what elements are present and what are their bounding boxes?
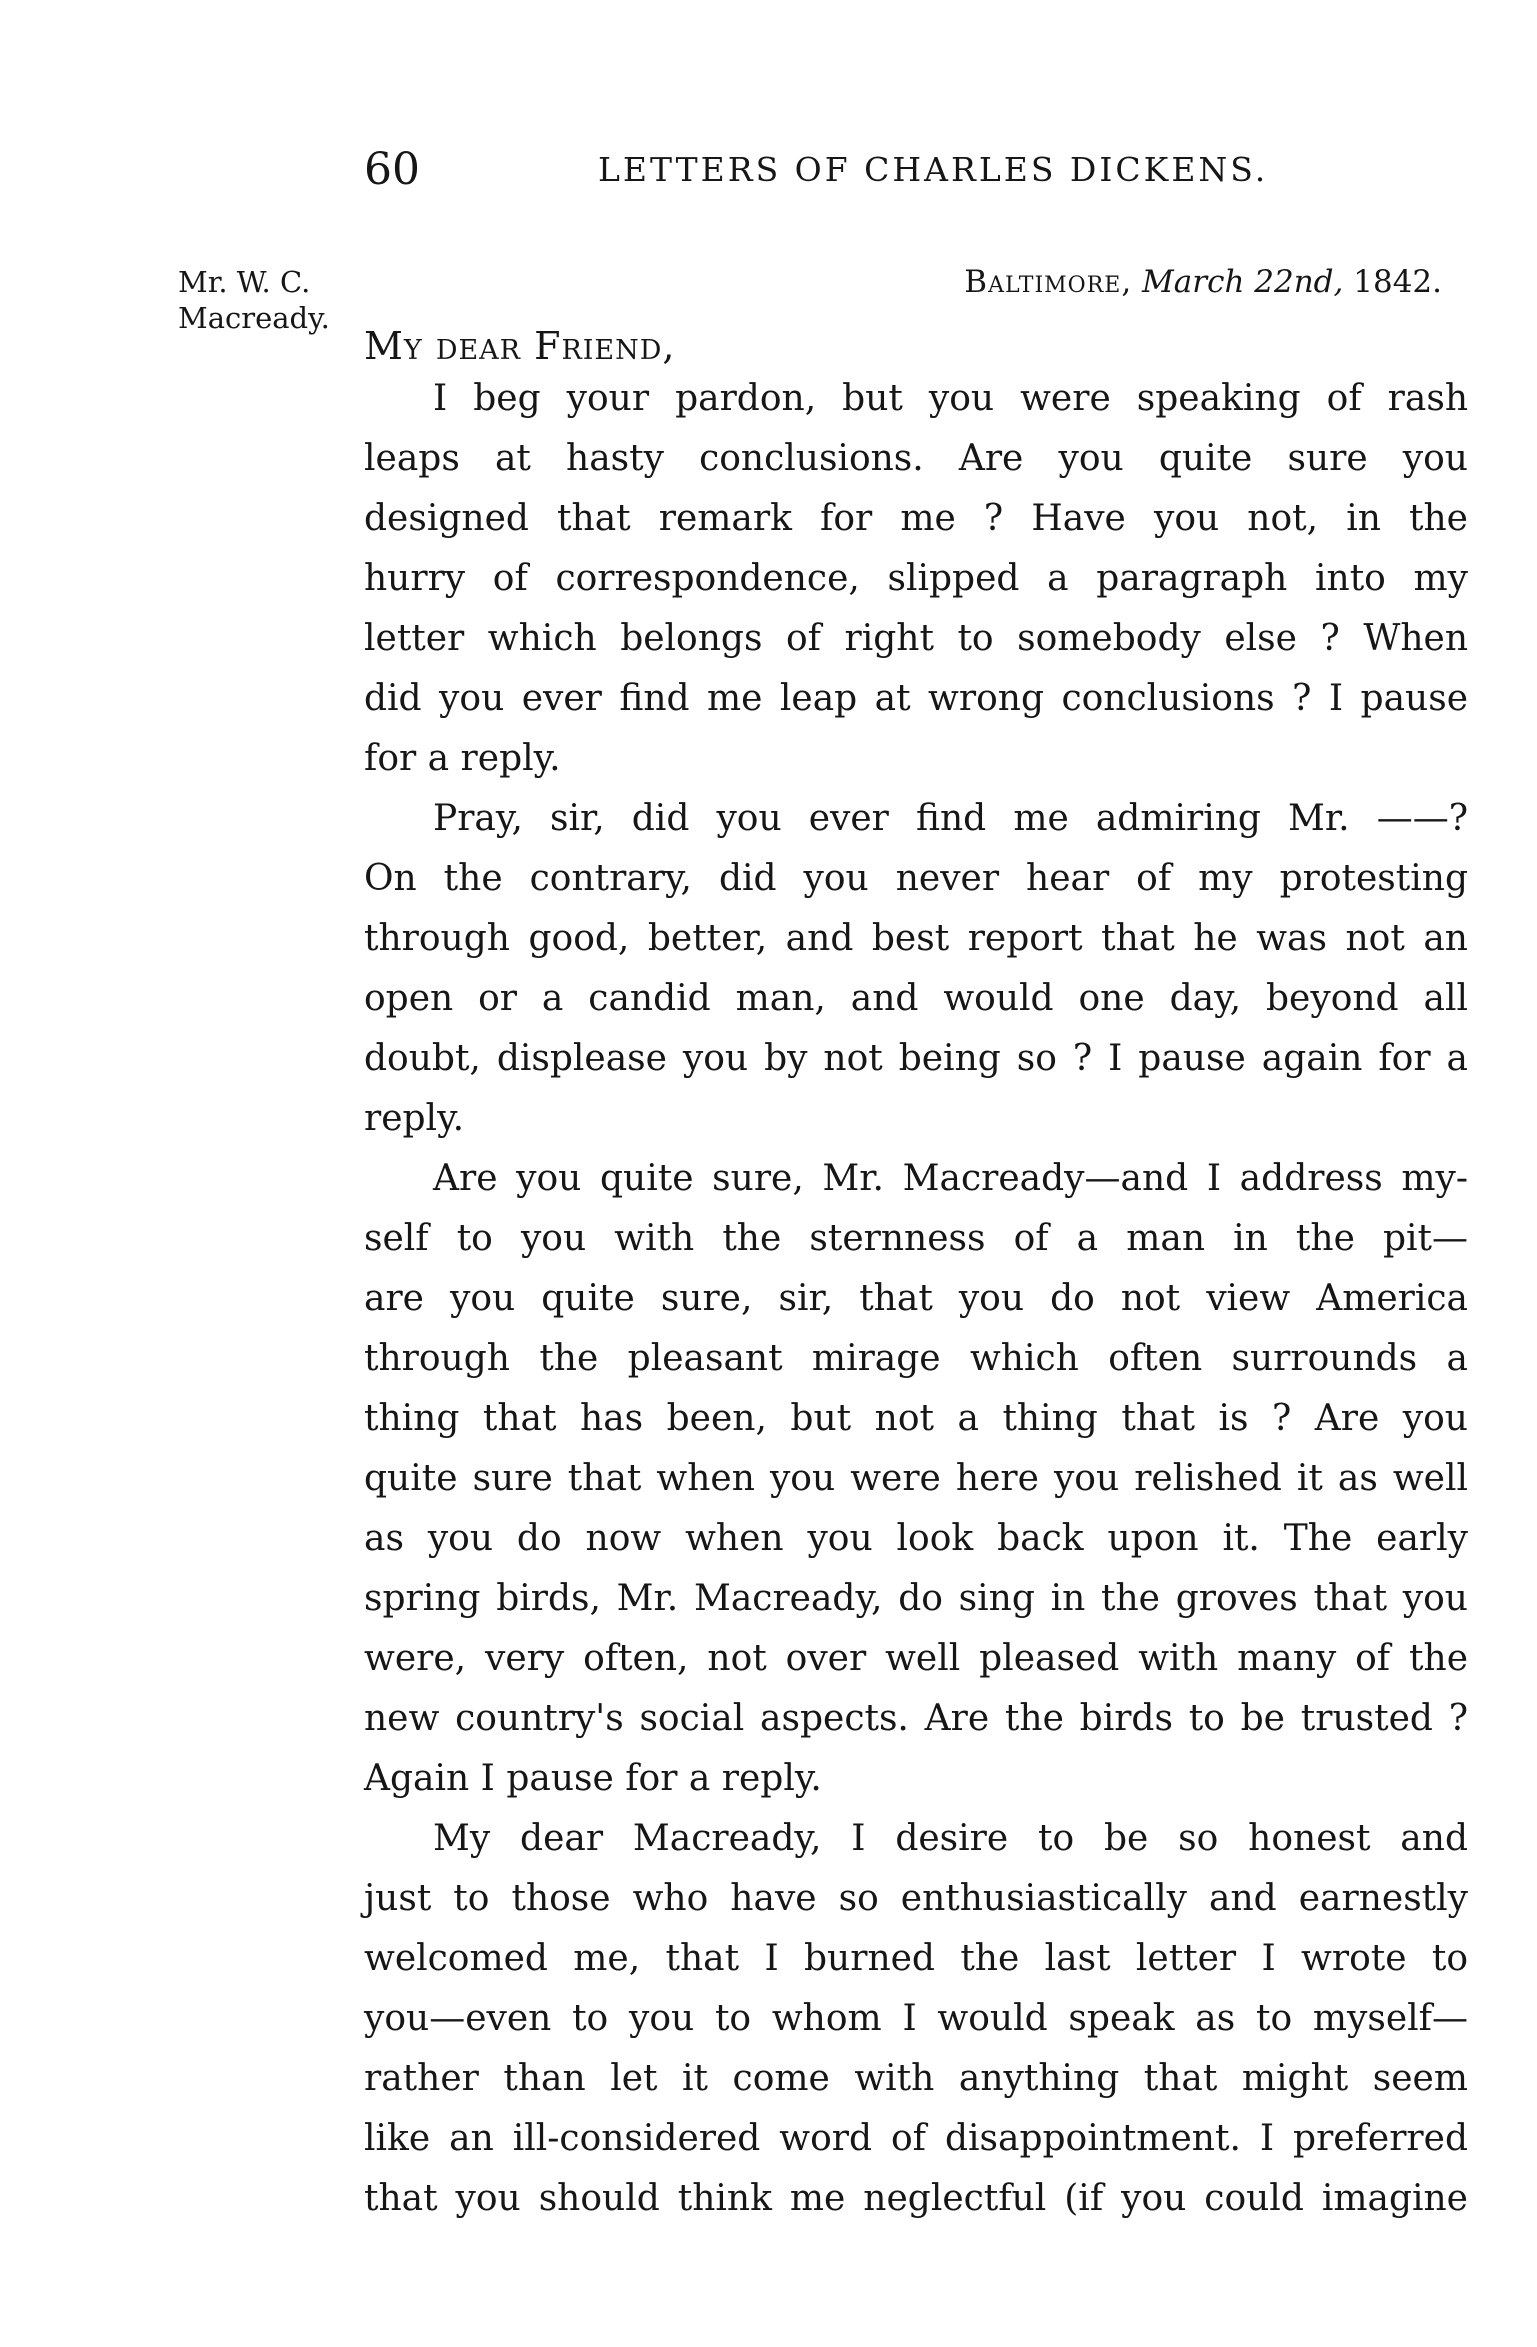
running-head: LETTERS OF CHARLES DICKENS. (598, 150, 1269, 189)
text-line: On the contrary, did you never hear of my protesting (364, 858, 1468, 899)
text-line: just to those who have so enthusiastically and earnestly (364, 1878, 1468, 1919)
letter-body (364, 369, 1468, 2229)
text-line: quite sure that when you were here you relished it as well (364, 1458, 1468, 1499)
margin-note-line: Macready. (178, 301, 330, 335)
text-line: doubt, displease you by not being so ? I pause again for a (364, 1038, 1468, 1079)
text-line: you—even to you to whom I would speak as to myself— (364, 1998, 1468, 2039)
page-header (0, 140, 1537, 200)
paragraph (364, 1149, 1468, 1809)
text-line: like an ill-considered word of disappointment. I preferred (364, 2118, 1468, 2159)
text-line: letter which belongs of right to somebody else ? When (364, 618, 1468, 659)
text-line: I beg your pardon, but you were speaking of rash (433, 378, 1468, 419)
text-line: spring birds, Mr. Macready, do sing in the groves that you (364, 1578, 1468, 1619)
salutation: My dear Friend, (364, 324, 676, 368)
text-line: hurry of correspondence, slipped a paragraph into my (364, 558, 1468, 599)
dateline-year: 1842. (1353, 264, 1442, 300)
dateline (964, 262, 1442, 302)
page-number: 60 (364, 144, 420, 195)
text-line: designed that remark for me ? Have you not, in the (364, 498, 1468, 539)
text-line: rather than let it come with anything that might seem (364, 2058, 1468, 2099)
dateline-place: Baltimore, (964, 264, 1133, 300)
text-line: self to you with the sternness of a man in the pit— (364, 1218, 1468, 1259)
text-line: through the pleasant mirage which often surrounds a (364, 1338, 1468, 1379)
text-line: new country's social aspects. Are the birds to be trusted ? (364, 1698, 1468, 1739)
text-line: were, very often, not over well pleased with many of the (364, 1638, 1468, 1679)
margin-note-line: Mr. W. C. (178, 265, 311, 299)
text-line: that you should think me neglectful (if you could imagine (364, 2178, 1468, 2219)
text-line: are you quite sure, sir, that you do not view America (364, 1278, 1468, 1319)
text-line: reply. (364, 1098, 465, 1139)
text-line: for a reply. (364, 738, 561, 779)
text-line: thing that has been, but not a thing that is ? Are you (364, 1398, 1468, 1439)
text-line: Pray, sir, did you ever find me admiring Mr. ——? (433, 798, 1468, 839)
text-line: open or a candid man, and would one day, beyond all (364, 978, 1468, 1019)
text-line: My dear Macready, I desire to be so honest and (433, 1818, 1468, 1859)
text-line: through good, better, and best report that he was not an (364, 918, 1468, 959)
text-line: Are you quite sure, Mr. Macready—and I address my- (433, 1158, 1468, 1199)
paragraph (364, 789, 1468, 1149)
text-line: as you do now when you look back upon it. The early (364, 1518, 1468, 1559)
text-line: welcomed me, that I burned the last letter I wrote to (364, 1938, 1468, 1979)
margin-note (178, 264, 330, 336)
text-line: did you ever find me leap at wrong conclusions ? I pause (364, 678, 1468, 719)
text-line: Again I pause for a reply. (364, 1758, 822, 1799)
paragraph (364, 1809, 1468, 2229)
text-line: leaps at hasty conclusions. Are you quite sure you (364, 438, 1468, 479)
paragraph (364, 369, 1468, 789)
dateline-date: March 22nd, (1142, 264, 1344, 300)
